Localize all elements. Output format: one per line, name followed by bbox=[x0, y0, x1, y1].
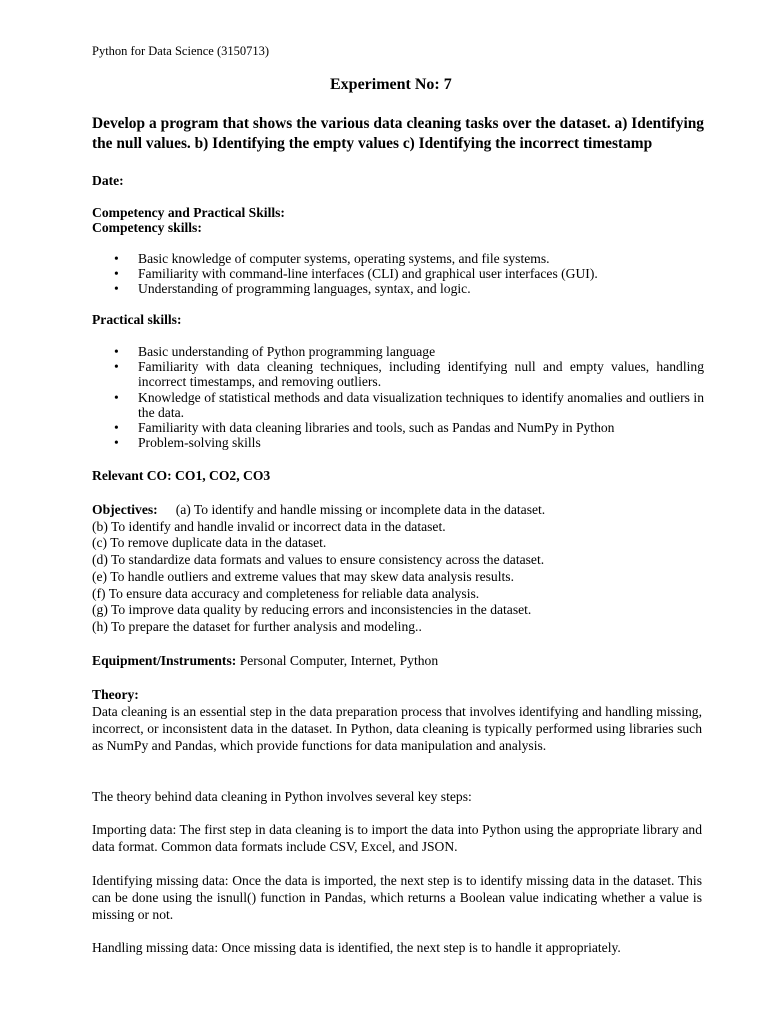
theory-heading: Theory: bbox=[92, 687, 139, 702]
list-item: • Knowledge of statistical methods and data visualization techniques to identify anomalies and outliers in the data. bbox=[92, 390, 704, 420]
date-label: Date: bbox=[92, 173, 124, 188]
objective-item: (h) To prepare the dataset for further analysis and modeling.. bbox=[92, 618, 422, 634]
equipment-value: Personal Computer, Internet, Python bbox=[239, 653, 439, 668]
equipment-label: Equipment/Instruments: bbox=[92, 653, 237, 668]
equipment-line bbox=[92, 653, 438, 669]
objective-item: (b) To identify and handle invalid or incorrect data in the dataset. bbox=[92, 518, 446, 534]
theory-paragraph: Identifying missing data: Once the data is imported, the next step is to identify missing data in the dataset. This can be done using the isnull() function in Pandas, which returns a Boolean value indicating whether a value is missing or not. bbox=[92, 873, 702, 922]
list-item: • Familiarity with command-line interfaces (CLI) and graphical user interfaces (GUI). bbox=[92, 266, 704, 281]
theory-paragraph: Data cleaning is an essential step in the data preparation process that involves identifying and handling missing, incorrect, or inconsistent data in the dataset. In Python, data cleaning is typically performed using libraries such as NumPy and Pandas, which provide functions for data manipulation and analysis. bbox=[92, 704, 702, 753]
list-item: • Problem-solving skills bbox=[92, 435, 704, 450]
list-item: • Basic understanding of Python programming language bbox=[92, 344, 704, 359]
theory-paragraph: The theory behind data cleaning in Python involves several key steps: bbox=[92, 789, 472, 804]
objectives-block bbox=[92, 502, 704, 636]
list-item: • Understanding of programming languages, syntax, and logic. bbox=[92, 281, 704, 296]
list-item: • Familiarity with data cleaning libraries and tools, such as Pandas and NumPy in Python bbox=[92, 420, 704, 435]
page-header: Python for Data Science (3150713) bbox=[92, 44, 270, 58]
theory-paragraph: Importing data: The first step in data cleaning is to import the data into Python using the appropriate library and data format. Common data formats include CSV, Excel, and JSON. bbox=[92, 822, 702, 854]
objective-item: (a) To identify and handle missing or incomplete data in the dataset. bbox=[175, 502, 546, 517]
competency-skills-heading: Competency skills: bbox=[92, 220, 202, 235]
competency-skills-list bbox=[92, 251, 704, 297]
experiment-title-text: Experiment No: 7 bbox=[330, 76, 452, 93]
practical-skills-heading: Practical skills: bbox=[92, 312, 182, 327]
list-item: • Basic knowledge of computer systems, operating systems, and file systems. bbox=[92, 251, 704, 266]
objective-item: (d) To standardize data formats and values to ensure consistency across the dataset. bbox=[92, 552, 545, 568]
practical-skills-list bbox=[92, 344, 704, 450]
relevant-co: Relevant CO: CO1, CO2, CO3 bbox=[92, 468, 271, 483]
objective-item: (c) To remove duplicate data in the dataset. bbox=[92, 535, 327, 551]
objectives-label: Objectives: bbox=[92, 502, 158, 517]
list-item: • Familiarity with data cleaning techniques, including identifying null and empty values, handling incorrect timestamps, and removing outliers. bbox=[92, 359, 704, 389]
objective-item: (e) To handle outliers and extreme values that may skew data analysis results. bbox=[92, 568, 514, 584]
competency-heading: Competency and Practical Skills: bbox=[92, 205, 285, 220]
objective-item: (f) To ensure data accuracy and completeness for reliable data analysis. bbox=[92, 585, 480, 601]
objective-item: (g) To improve data quality by reducing errors and inconsistencies in the dataset. bbox=[92, 602, 532, 618]
theory-paragraph: Handling missing data: Once missing data is identified, the next step is to handle it appropriately. bbox=[92, 940, 621, 955]
aim-statement: Develop a program that shows the various data cleaning tasks over the dataset. a) Identifying the null values. b) Identifying the empty values c) Identifying the incorrect timestamp bbox=[92, 115, 704, 152]
